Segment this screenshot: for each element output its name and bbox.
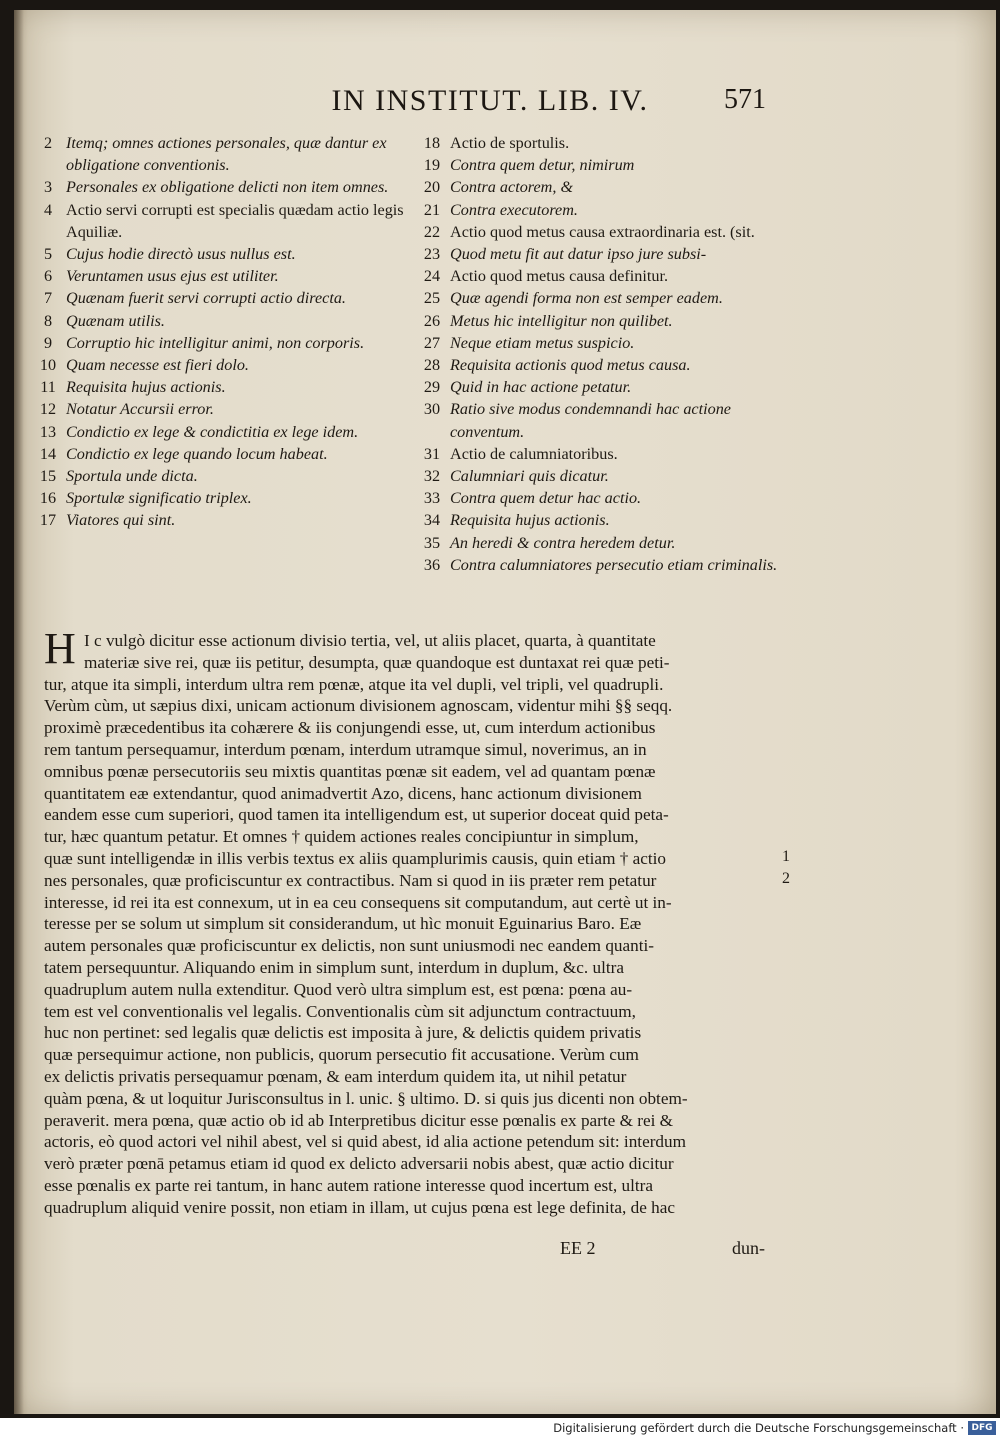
index-entry-text: Sportula unde dicta.	[66, 467, 198, 486]
body-line: I c vulgò dicitur esse actionum divisio tertia, vel, ut aliis placet, quarta, à quantitate	[84, 631, 656, 650]
margin-note-1: 1	[782, 848, 790, 865]
index-entry	[414, 243, 786, 265]
index-entry-text: Contra actorem, &	[450, 178, 574, 197]
index-entry	[414, 221, 786, 243]
index-entry-text: Metus hic intelligitur non quilibet.	[450, 311, 673, 330]
index-entry-number: 4	[43, 200, 53, 219]
index-entry-text: An heredi & contra heredem detur.	[450, 533, 676, 552]
index-entry-text: Quæ agendi forma non est semper eadem.	[450, 289, 723, 308]
index-entry-text: Calumniari quis dicatur.	[450, 467, 609, 486]
index-entry-text: Requisita hujus actionis.	[450, 511, 610, 530]
index-entry-number: 20	[423, 178, 441, 197]
index-entry	[414, 332, 786, 354]
index-entry	[414, 509, 786, 531]
index-entry-text: Quam necesse est fieri dolo.	[66, 356, 249, 375]
body-line: eandem esse cum superiori, quod tamen ita intelligendum est, ut superior doceat quid peta-	[44, 805, 669, 825]
index-entry-number: 6	[43, 267, 53, 286]
index-entry-number: 33	[423, 489, 441, 508]
index-entry	[30, 310, 410, 332]
catchword: dun-	[732, 1238, 765, 1258]
index-entry	[30, 354, 410, 376]
index-entry	[414, 310, 786, 332]
index-entry	[414, 265, 786, 287]
body-line: ex delictis privatis persequamur pœnam, & eam interdum quidem ita, ut nihil petatur	[44, 1066, 627, 1086]
index-entry	[414, 132, 786, 154]
index-entry-number: 12	[39, 400, 57, 419]
index-entry-number: 23	[423, 245, 441, 264]
drop-cap: H	[44, 624, 76, 673]
index-entry-text: Personales ex obligatione delicti non item omnes.	[66, 178, 389, 197]
index-entry-number: 36	[423, 555, 441, 574]
index-entry-text: Contra calumniatores persecutio etiam criminalis.	[450, 555, 778, 574]
index-entry-text: Actio servi corrupti est specialis quædam actio legis Aquiliæ.	[66, 200, 404, 241]
body-line: materiæ sive rei, quæ iis petitur, desumpta, quæ quandoque est duntaxat rei quæ peti-	[84, 652, 670, 672]
footer-credit: Digitalisierung gefördert durch die Deutsche Forschungsgemeinschaft ·	[553, 1421, 964, 1435]
index-entry	[30, 243, 410, 265]
signature-mark: EE 2	[560, 1238, 596, 1258]
index-entry	[414, 554, 786, 576]
index-entry-number: 11	[40, 378, 56, 397]
index-entry	[30, 398, 410, 420]
index-entry-number: 14	[39, 444, 57, 463]
body-text	[44, 630, 782, 1219]
index-entry-number: 30	[423, 400, 441, 419]
index-entry-text: Corruptio hic intelligitur animi, non corporis.	[66, 333, 365, 352]
index-entry-text: Quod metu fit aut datur ipso jure subsi-	[450, 245, 707, 264]
index-entry-text: Neque etiam metus suspicio.	[450, 333, 635, 352]
index-entry-text: Quænam utilis.	[66, 311, 165, 330]
body-line: nes personales, quæ proficiscuntur ex contractibus. Nam si quod in iis præter rem petatur	[44, 870, 657, 890]
index-entry	[414, 465, 786, 487]
index-entry-text: Condictio ex lege quando locum habeat.	[66, 444, 328, 463]
body-line: quadruplum aliquid venire possit, non etiam in illam, ut cujus pœna est lege definita, de hac	[44, 1197, 676, 1217]
body-line: tur, hæc quantum petatur. Et omnes † quidem actiones reales concipiuntur in simplum,	[44, 827, 639, 847]
index-entry-text: Quænam fuerit servi corrupti actio directa.	[66, 289, 346, 308]
index-entry	[30, 376, 410, 398]
index-entry-text: Cujus hodie directò usus nullus est.	[66, 245, 296, 264]
index-entry	[414, 443, 786, 465]
index-entry	[30, 332, 410, 354]
index-column-right	[414, 132, 786, 576]
index-entry-text: Actio de calumniatoribus.	[450, 444, 618, 463]
index-entry-number: 5	[43, 245, 53, 264]
index-entry-text: Quid in hac actione petatur.	[450, 378, 632, 397]
index-entry-text: Contra quem detur, nimirum	[450, 156, 635, 175]
body-line: omnibus pœnæ persecutoriis seu mixtis quantitas pœnæ sit eadem, vel ad quantam pœnæ	[44, 761, 656, 781]
index-entry-number: 10	[39, 356, 57, 375]
index-entry-number: 9	[43, 333, 53, 352]
index-entry-text: Requisita actionis quod metus causa.	[450, 356, 691, 375]
body-line: peraverit. mera pœna, quæ actio ob id ab Interpretibus dicitur esse pœnalis ex parte & rei &	[44, 1110, 674, 1130]
index-entry-number: 25	[423, 289, 441, 308]
body-line: quàm pœna, & ut loquitur Jurisconsultus in l. unic. § ultimo. D. si quis jus dicenti non obtem-	[44, 1088, 688, 1108]
index-entry	[414, 199, 786, 221]
index-entry	[414, 354, 786, 376]
index-entry-number: 8	[43, 311, 53, 330]
body-line: quæ persequimur actione, non publicis, quorum persecutio fit accusatione. Verùm cum	[44, 1045, 639, 1065]
index-entry-text: Actio de sportulis.	[450, 134, 570, 152]
index-entry	[30, 443, 410, 465]
body-line: Verùm cùm, ut sæpius dixi, unicam actionum divisionem agnoscam, videntur mihi §§ seqq.	[44, 696, 673, 716]
index-entry	[30, 199, 410, 243]
index-entry-text: Actio quod metus causa extraordinaria est. (sit.	[450, 222, 755, 241]
index-entry	[30, 265, 410, 287]
body-line: interesse, id rei ita est connexum, ut in ea ceu consequens sit computandum, aut certè ut in-	[44, 892, 672, 912]
index-entry-text: Veruntamen usus ejus est utiliter.	[66, 267, 279, 286]
index-entry	[30, 132, 410, 176]
index-entry	[30, 509, 410, 531]
index-entry	[30, 421, 410, 443]
footer-bar	[0, 1418, 1000, 1438]
index-entry-number: 29	[423, 378, 441, 397]
index-entry-text: Ratio sive modus condemnandi hac actione conventum.	[450, 400, 731, 441]
index-entry-number: 26	[423, 311, 441, 330]
index-entry-text: Condictio ex lege & condictitia ex lege idem.	[66, 422, 359, 441]
index-entry	[414, 376, 786, 398]
index-entry-number: 22	[423, 222, 441, 241]
index-entry-number: 18	[423, 134, 441, 152]
body-line: verò præter pœnā petamus etiam id quod ex delicto adversarii nobis abest, quæ actio dicitur	[44, 1154, 674, 1174]
body-line: quadruplum autem nulla extenditur. Quod verò ultra simplum est, est pœna: pœna au-	[44, 979, 633, 999]
body-line: proximè præcedentibus ita cohærere & iis conjungendi esse, ut, cum interdum actionibus	[44, 718, 656, 738]
index-entry-number: 34	[423, 511, 441, 530]
index-entry-number: 15	[39, 467, 57, 486]
body-line: actoris, eò quod actori vel nihil abest, vel si quid abest, id alia actione petendum sit: interdum	[44, 1132, 686, 1152]
index-entry	[30, 487, 410, 509]
index-entry	[414, 176, 786, 198]
index-entry	[414, 532, 786, 554]
body-line: huc non pertinet: sed legalis quæ delictis est imposita à jure, & delictis quidem privatis	[44, 1023, 642, 1043]
index-entry	[414, 398, 786, 442]
index-entry	[30, 465, 410, 487]
index-entry-text: Sportulæ significatio triplex.	[66, 489, 252, 508]
margin-note-2: 2	[782, 870, 790, 887]
index-column-left	[30, 132, 410, 532]
index-entry-text: Contra executorem.	[450, 200, 578, 219]
running-header: IN INSTITUT. LIB. IV.	[331, 84, 649, 117]
index-entry	[30, 176, 410, 198]
binding-shadow	[14, 10, 24, 1414]
index-entry-text: Contra quem detur hac actio.	[450, 489, 642, 508]
index-entry-number: 28	[423, 356, 441, 375]
index-entry-number: 32	[423, 467, 441, 486]
index-entry-text: Itemq; omnes actiones personales, quæ dantur ex obligatione conventionis.	[66, 134, 387, 175]
dfg-logo-icon: DFG	[968, 1421, 996, 1435]
body-line: tatem persequuntur. Aliquando enim in simplum sunt, interdum in duplum, &c. ultra	[44, 957, 625, 977]
index-entry-number: 19	[423, 156, 441, 175]
page-number: 571	[724, 84, 766, 115]
index-entry-text: Notatur Accursii error.	[66, 400, 214, 419]
index-entry-text: Viatores qui sint.	[66, 511, 176, 530]
index-entry-text: Requisita hujus actionis.	[66, 378, 226, 397]
index-entry	[414, 154, 786, 176]
index-entry-number: 21	[423, 200, 441, 219]
index-entry-number: 7	[43, 289, 53, 308]
body-line: teresse per se solum ut simplum sit considerandum, ut hìc monuit Eguinarius Baro. Eæ	[44, 914, 642, 934]
index-entry-number: 2	[43, 134, 53, 152]
index-entry-number: 13	[39, 422, 57, 441]
index-entry-number: 27	[423, 333, 441, 352]
index-entry-text: Actio quod metus causa definitur.	[450, 267, 669, 286]
index-entry	[30, 287, 410, 309]
index-entry	[414, 287, 786, 309]
index-entry-number: 31	[423, 444, 441, 463]
body-line: rem tantum persequamur, interdum pœnam, interdum utramque simul, noverimus, an in	[44, 739, 647, 759]
index-entry-number: 24	[423, 267, 441, 286]
body-line: autem personales quæ proficiscuntur ex delictis, non sunt uniusmodi nec eandem quanti-	[44, 936, 655, 956]
index-entry-number: 3	[43, 178, 53, 197]
body-line: tur, atque ita simpli, interdum ultra rem pœnæ, atque ita vel dupli, vel tripli, vel quadrupli.	[44, 674, 664, 694]
index-entry	[414, 487, 786, 509]
index-entry-number: 17	[39, 511, 57, 530]
body-line: tem est vel conventionalis vel legalis. Conventionalis cùm sit adjunctum contractuum,	[44, 1001, 636, 1021]
body-line: quantitatem eæ extendantur, quod animadvertit Azo, dicens, hanc actionum divisionem	[44, 783, 642, 803]
body-line: quæ sunt intelligendæ in illis verbis textus ex aliis quamplurimis causis, quin etiam † actio	[44, 848, 667, 868]
body-line: esse pœnalis ex parte rei tantum, in hanc autem ratione interesse quod incertum est, ultra	[44, 1175, 653, 1195]
index-entry-number: 16	[39, 489, 57, 508]
index-entry-number: 35	[423, 533, 441, 552]
